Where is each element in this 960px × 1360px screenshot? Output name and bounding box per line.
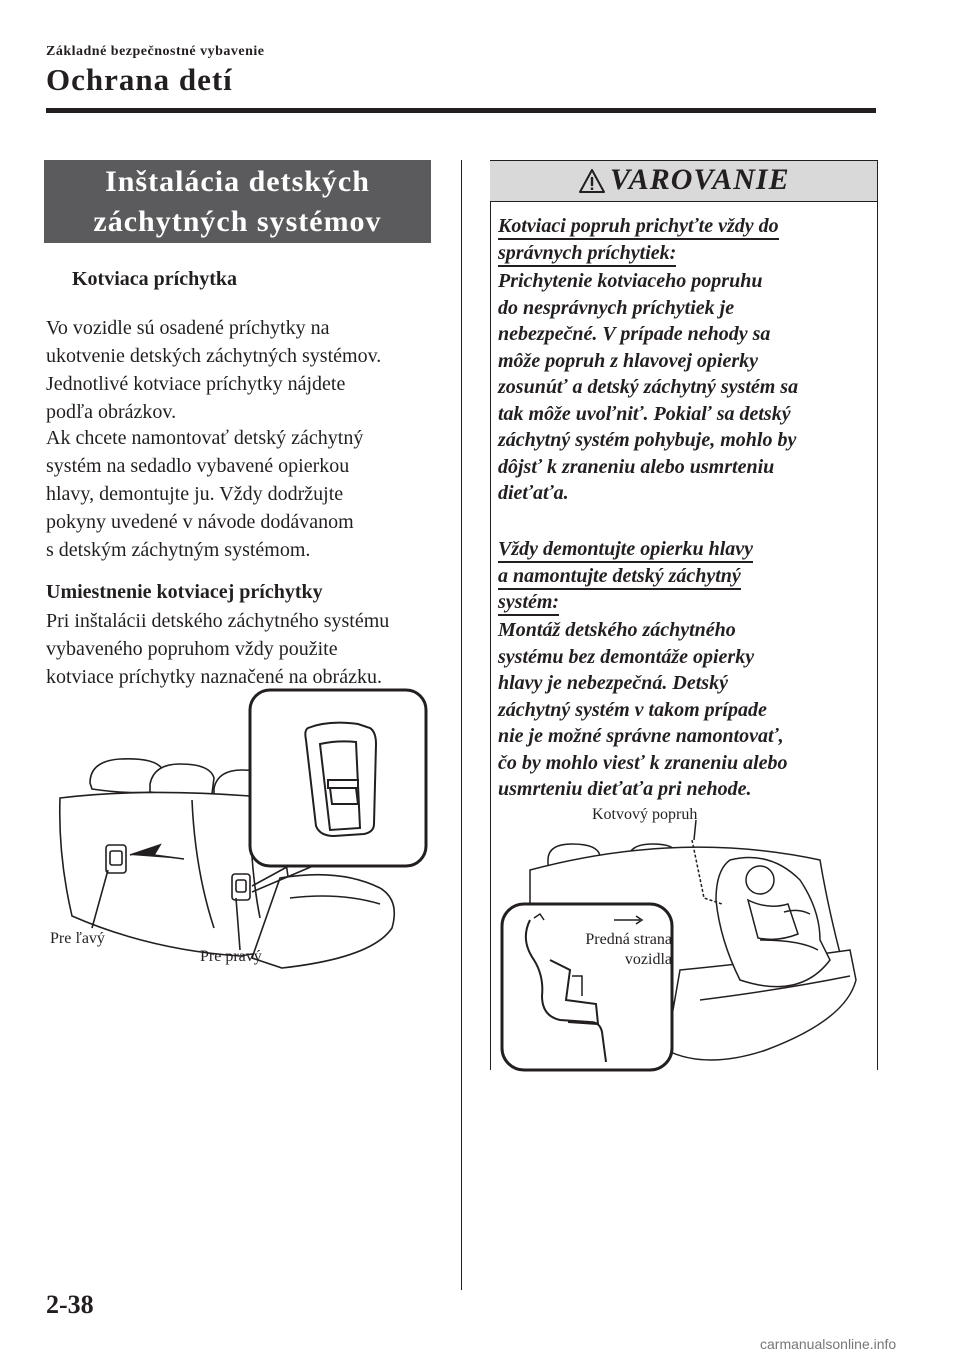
text-line: dôjsť k zraneniu alebo usmrteniu xyxy=(498,455,775,478)
text-line: záchytný systém pohybuje, mohlo by xyxy=(498,429,797,451)
warning-body-2 xyxy=(498,617,870,803)
text-line: nebezpečné. V prípade nehody sa xyxy=(498,323,771,345)
child-seat-tether-illustration xyxy=(490,800,870,1080)
text-line: Montáž detského záchytného xyxy=(498,619,736,641)
text-line: Predná strana xyxy=(585,931,672,948)
section-heading-line-2: záchytných systémov xyxy=(93,205,382,238)
label-right-anchor: Pre pravý xyxy=(200,948,262,965)
text-line: Vo vozidle sú osadené príchytky na xyxy=(46,317,330,339)
column-divider xyxy=(461,160,462,1290)
text-line: systém na sedadlo vybavené opierkou xyxy=(46,455,350,477)
text-line: pokyny uvedené v návode dodávanom xyxy=(46,511,354,533)
warning-body-1 xyxy=(498,268,870,507)
text-line: záchytný systém v takom prípade xyxy=(498,698,767,721)
location-heading: Umiestnenie kotviacej príchytky xyxy=(46,581,323,603)
text-line: nie je možné správne namontovať, xyxy=(498,725,784,747)
text-line: správnych príchytiek: xyxy=(498,242,676,267)
header-rule xyxy=(46,108,876,113)
text-line: vybaveného popruhom vždy použite xyxy=(46,638,338,660)
text-line: čo by mohlo viesť k zraneniu alebo xyxy=(498,751,788,774)
text-line: usmrteniu dieťaťa pri nehode. xyxy=(498,778,752,800)
warning-title: VAROVANIE xyxy=(610,163,790,196)
location-paragraph xyxy=(46,607,446,691)
warning-heading-1 xyxy=(498,213,870,266)
text-line: tak môže uvoľniť. Pokiaľ sa detský xyxy=(498,402,791,425)
page-title: Ochrana detí xyxy=(46,62,233,97)
warning-triangle-icon xyxy=(578,168,606,194)
footer-watermark: carmanualsonline.info xyxy=(760,1336,897,1352)
text-line: môže popruh z hlavovej opierky xyxy=(498,349,758,372)
section-heading-box xyxy=(44,160,431,243)
text-line: Prichytenie kotviaceho popruhu xyxy=(498,270,763,292)
label-tether-strap: Kotvový popruh xyxy=(592,806,698,823)
section-heading-line-1: Inštalácia detských xyxy=(105,165,370,198)
text-line: do nesprávnych príchytiek je xyxy=(498,296,735,319)
text-line: a namontujte detský záchytný xyxy=(498,565,741,590)
text-line: s detským záchytným systémom. xyxy=(46,539,311,561)
text-line: kotviace príchytky naznačené na obrázku. xyxy=(46,666,382,688)
label-left-anchor: Pre ľavý xyxy=(50,930,105,947)
intro-paragraph xyxy=(46,314,446,426)
text-line: dieťaťa. xyxy=(498,482,569,504)
section-label: Základné bezpečnostné vybavenie xyxy=(46,44,265,59)
text-line: systém: xyxy=(498,591,559,616)
subheading: Kotviaca príchytka xyxy=(72,268,237,290)
page-number: 2-38 xyxy=(46,1290,94,1319)
text-line: Kotviaci popruh prichyťte vždy do xyxy=(498,215,779,240)
text-line: systému bez demontáže opierky xyxy=(498,645,755,668)
text-line: Jednotlivé kotviace príchytky nájdete xyxy=(46,373,346,395)
warning-heading-2 xyxy=(498,536,870,616)
text-line: zosunúť a detský záchytný systém sa xyxy=(498,376,799,398)
text-line: ukotvenie detských záchytných systémov. xyxy=(46,345,382,367)
text-line: podľa obrázkov. xyxy=(46,401,177,423)
text-line: Ak chcete namontovať detský záchytný xyxy=(46,427,364,449)
headrest-paragraph xyxy=(46,424,446,564)
text-line: Pri inštalácii detského záchytného systému xyxy=(46,610,390,632)
label-vehicle-front xyxy=(566,930,672,970)
text-line: hlavy je nebezpečná. Detský xyxy=(498,672,728,694)
text-line: Vždy demontujte opierku hlavy xyxy=(498,538,753,563)
text-line: vozidla xyxy=(624,951,672,968)
text-line: hlavy, demontujte ju. Vždy dodržujte xyxy=(46,483,344,505)
